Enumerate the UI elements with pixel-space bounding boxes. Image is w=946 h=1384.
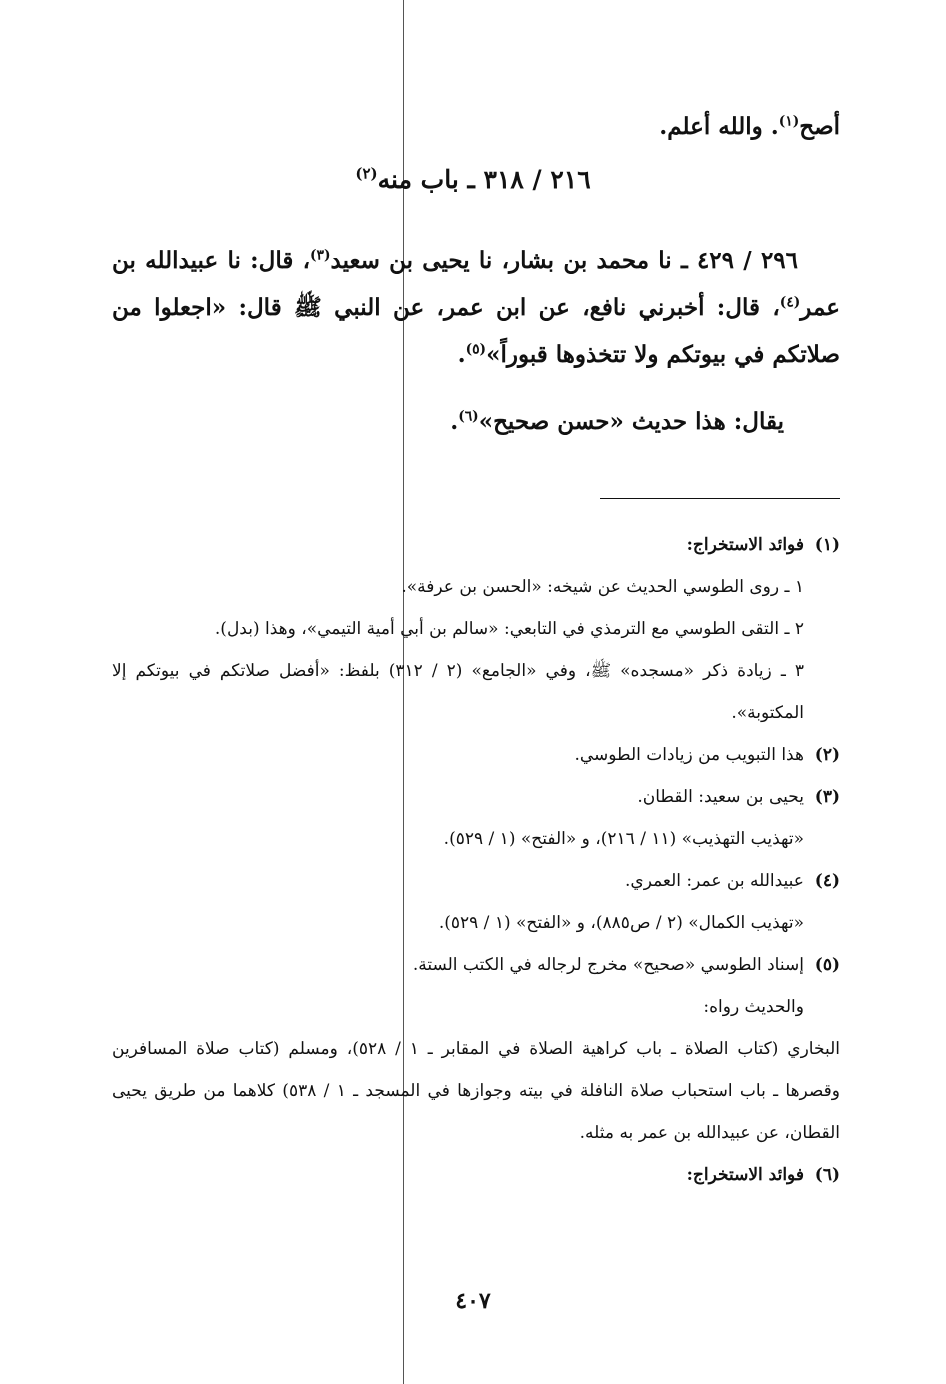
footnote-ref-6[interactable]: (٦) (458, 408, 479, 425)
footnote-1-item-2: ٢ ـ التقى الطوسي مع الترمذي في التابعي: «سالم بن أبي أمية التيمي»، وهذا (بدل). (214, 619, 804, 639)
footnote-ref-4[interactable]: (٤) (779, 294, 801, 311)
hadith-text: ٢٩٦ / ٤٢٩ ـ نا محمد بن بشار، نا يحيى بن سعيد$^{(٣)}$، قال: نا عبيدالله بن عمر$^{(٤)}$، قال: أخبرني نافع، عن ابن عمر، عن النبي ﷺ قال: «اجعلوا من صلاتكم في بيوتكم ولا تتخذوها قبوراً»$^{(٥)}$. (112, 247, 840, 368)
opening-line: أصح$^{(١)}$. والله أعلم. (659, 113, 840, 140)
footnotes (112, 524, 840, 1196)
footnote-5-subheading: والحديث رواه: (703, 997, 804, 1017)
footnote-3: (٣) يحيى بن سعيد: القطان. (637, 787, 840, 807)
footnote-6-heading: (٦) فوائد الاستخراج: (686, 1165, 840, 1185)
footnote-1-heading: (١) فوائد الاستخراج: (686, 535, 840, 555)
footnote-ref-1[interactable]: (١) (778, 113, 800, 130)
footnote-2: (٢) هذا التبويب من زيادات الطوسي. (574, 745, 840, 765)
footnote-5: (٥) إسناد الطوسي «صحيح» مخرج لرجاله في الكتب الستة. (412, 955, 840, 975)
chapter-heading: ٢١٦ / ٣١٨ ـ باب منه$^{(٢)}$ (355, 164, 591, 194)
footnote-3-reference: «تهذيب التهذيب» (١١ / ٢١٦)، و «الفتح» (١ / ٥٢٩). (443, 829, 804, 849)
verdict-line: يقال: هذا حديث «حسن صحيح»$^{(٦)}$. (450, 408, 784, 435)
footnote-1-item-1: ١ ـ روى الطوسي الحديث عن شيخه: «الحسن بن عرفة». (401, 577, 804, 597)
page-number: ٤٠٧ (455, 1288, 491, 1314)
footnote-divider (600, 498, 840, 499)
footnote-4: (٤) عبيدالله بن عمر: العمري. (624, 871, 840, 891)
footnote-ref-2[interactable]: (٢) (355, 164, 378, 183)
footnote-4-reference: «تهذيب الكمال» (٢ / ص٨٨٥)، و «الفتح» (١ / ٥٢٩). (438, 913, 804, 933)
footnote-ref-5[interactable]: (٥) (465, 341, 487, 358)
footnote-1-item-3: ٣ ـ زيادة ذكر «مسجده» ﷺ، وفي «الجامع» (٢ / ٣١٢) بلفظ: «أفضل صلاتكم في بيوتكم إلا المكتوبة». (112, 661, 804, 723)
footnote-ref-3[interactable]: (٣) (310, 247, 331, 264)
footnote-5-body: البخاري (كتاب الصلاة ـ باب كراهية الصلاة في المقابر ـ ١ / ٥٢٨)، ومسلم (كتاب صلاة المسافرين وقصرها ـ باب استحباب صلاة النافلة في بيته وجوازها في المسجد ـ ١ / ٥٣٨) كلاهما من طريق يحيى القطان، عن عبيدالله بن عمر به مثله. (112, 1039, 840, 1143)
